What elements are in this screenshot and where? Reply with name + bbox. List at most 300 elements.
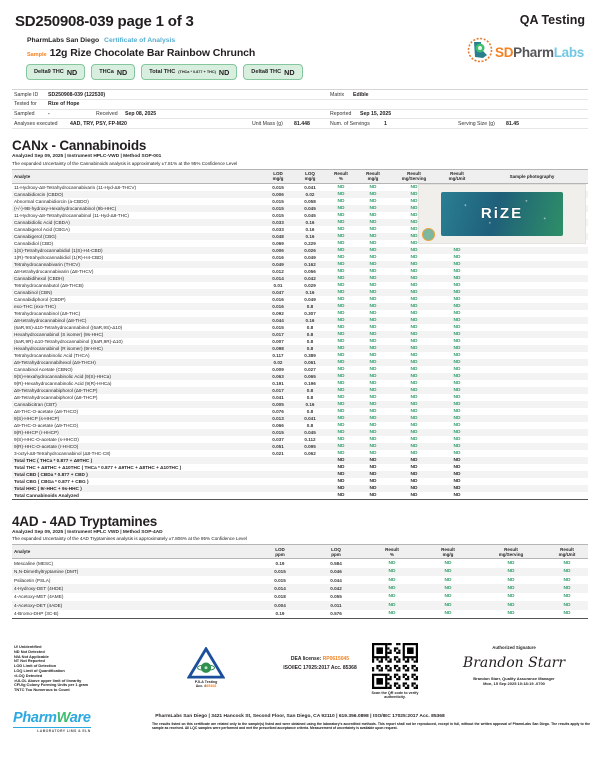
result-value: ND	[369, 226, 377, 232]
result-value: ND	[337, 240, 345, 246]
result-value: ND	[369, 219, 377, 225]
cannabinoids-uncertainty: The expanded Uncertainty of the Cannabinoids analysis is approximately ±7.81% at the 95% Confidence Level	[12, 160, 238, 166]
result-value: ND	[410, 352, 418, 358]
loq-value: 0.16	[305, 289, 315, 295]
result-value: ND	[410, 429, 418, 435]
result-value: ND	[337, 198, 345, 204]
result-value: ND	[369, 345, 377, 351]
loq-value: 0.026	[304, 247, 316, 253]
result-value: ND	[453, 296, 461, 302]
result-value: ND	[337, 415, 345, 421]
result-value: ND	[410, 478, 418, 484]
result-value: ND	[453, 254, 461, 260]
tryptamines-row-5	[12, 601, 588, 609]
sample-info-row-4	[12, 119, 588, 129]
loq-value: 0.044	[330, 577, 342, 583]
result-value: ND	[369, 275, 377, 281]
loq-value: 0.8	[306, 345, 314, 351]
serving-size-label: Serving Size (g)	[458, 120, 495, 127]
result-value: ND	[337, 331, 345, 337]
pjla-line1: PJLA	[194, 680, 204, 684]
loq-value: 0.062	[304, 450, 316, 456]
cannabinoids-section-title: CANx - Cannabinoids	[12, 138, 147, 154]
qr-verification	[364, 643, 426, 699]
loq-value: 0.061	[304, 359, 316, 365]
result-value: ND	[337, 457, 345, 463]
result-value: ND	[369, 436, 377, 442]
lod-value: 0.069	[272, 240, 284, 246]
analyte-name: exo-THC (exo-THC)	[14, 303, 56, 309]
cannabinoids-row-44	[12, 492, 588, 499]
result-value: ND	[369, 282, 377, 288]
result-value: ND	[369, 212, 377, 218]
tested-for-label: Tested for	[14, 101, 37, 108]
analyte-name: 1(R)-Tetrahydrocannabidiol (1(R)-H4-CBD)	[14, 254, 104, 260]
loq-value: 0.16	[305, 317, 315, 323]
result-value: ND	[337, 296, 345, 302]
result-value: ND	[337, 443, 345, 449]
result-value: ND	[410, 219, 418, 225]
footer	[0, 643, 600, 777]
analyte-name: (+/-)-9B-hydroxy-Hexahydrocannabinol (9b-HHC)	[14, 205, 117, 211]
thc-badge-3: Delta8 THC ND	[243, 64, 302, 80]
result-value: ND	[410, 401, 418, 407]
cannabinoids-table	[12, 169, 588, 500]
result-value: ND	[337, 275, 345, 281]
result-value: ND	[410, 289, 418, 295]
thc-badge-2: Total THC (THCa * 0.877 + THC) ND	[141, 64, 237, 80]
cannabinoids-row-41	[12, 471, 588, 478]
result-value: ND	[410, 387, 418, 393]
result-value: ND	[453, 408, 461, 414]
result-value: ND	[369, 191, 377, 197]
lod-value: 0.048	[272, 233, 284, 239]
lod-value: 0.051	[272, 443, 284, 449]
result-value: ND	[369, 471, 377, 477]
cannabinoids-row-10	[12, 254, 588, 261]
reported-label: Reported	[330, 111, 352, 118]
analyte-name: 9(R)-Hexahydrocannabinolic Acid (9(R)-HHCa)	[14, 380, 112, 386]
cannabinoids-row-28	[12, 380, 588, 387]
tryptamines-section-title: 4AD - 4AD Tryptamines	[12, 513, 158, 529]
lod-value: 0.005	[272, 401, 284, 407]
iso-accreditation-line: ISO/IEC 17025:2017 Acc. 85368	[283, 665, 357, 671]
result-value: ND	[410, 345, 418, 351]
result-value: ND	[337, 324, 345, 330]
cannabinoids-row-36	[12, 436, 588, 443]
cannabinoids-column-header-4: Result mg/g	[366, 171, 380, 182]
analyte-name: Δ9-Tetrahydrocannabiphorol (Δ9-THCP)	[14, 387, 98, 393]
result-value: ND	[369, 457, 377, 463]
loq-value: 0.045	[304, 205, 316, 211]
result-value: ND	[410, 366, 418, 372]
result-value: ND	[369, 401, 377, 407]
result-value: ND	[337, 380, 345, 386]
tested-for-value: Rize of Hope	[48, 101, 80, 108]
tryptamines-column-header-5: Result mg/Serving	[498, 546, 524, 557]
result-value: ND	[453, 345, 461, 351]
cannabinoids-row-39	[12, 457, 588, 464]
result-value: ND	[410, 240, 418, 246]
result-value: ND	[410, 184, 418, 190]
analyte-name: 11-Hydroxy-Δ8-Tetrahydrocannabivarin (11-Hyd-Δ8-THCV)	[14, 184, 137, 190]
loq-value: 0.8	[306, 303, 314, 309]
sample-info-row-3	[12, 110, 588, 120]
lod-value: 0.015	[272, 212, 284, 218]
analyte-name: Δ8-tetrahydrocannabivarin (Δ8-THCV)	[14, 268, 94, 274]
result-value: ND	[337, 261, 345, 267]
pharmware-wave-icon: W	[56, 710, 70, 726]
result-value: ND	[369, 387, 377, 393]
result-value: ND	[453, 247, 461, 253]
matrix-value: Edible	[353, 91, 369, 98]
analyte-name: Δ8-tetrahydrocannabinol (Δ8-THC)	[14, 317, 87, 323]
sample-id-value: SD250908-039 (122530)	[48, 91, 106, 98]
result-value: ND	[507, 594, 515, 600]
signature-date: Mon, 15 Sep 2025 10:18:19 -0700	[483, 680, 545, 686]
result-value: ND	[369, 247, 377, 253]
loq-value: 0.055	[330, 594, 342, 600]
result-value: ND	[410, 205, 418, 211]
sample-info-row-2	[12, 100, 588, 110]
dea-license-label: DEA license:	[290, 656, 322, 662]
analyte-name: Total THC + Δ8THC + Δ10THC ( THCa * 0.877 + Δ9THC + Δ8THC + Δ10THC )	[14, 464, 182, 470]
analyte-name: 9(R)-HHC-O-acetate (r-HHCO)	[14, 443, 79, 449]
result-value: ND	[388, 560, 396, 566]
legend-line: <LOQ Detected	[14, 672, 43, 678]
result-value: ND	[410, 296, 418, 302]
cannabinoids-row-37	[12, 443, 588, 450]
cannabinoids-row-31	[12, 401, 588, 408]
result-value: ND	[369, 289, 377, 295]
analyte-name: (6aR,9S)-Δ10-Tetrahydrocannabinol ((6aR,9S)-Δ10)	[14, 324, 123, 330]
analyte-name: Δ8-THC-O-acetate (Δ8-THCO)	[14, 408, 79, 414]
result-value: ND	[369, 254, 377, 260]
result-value: ND	[337, 373, 345, 379]
analyte-name: 9(R)-HHCP (r-HHCP)	[14, 429, 59, 435]
lod-value: 0.017	[272, 387, 284, 393]
cannabinoids-row-19	[12, 317, 588, 324]
result-value: ND	[410, 359, 418, 365]
lod-value: 0.015	[274, 577, 286, 583]
legend-line: NT Not Reported	[14, 658, 45, 664]
analyte-name: 11-Hydroxy-Δ8-Tetrahydrocannabinol (11-Hyd-Δ8-THC)	[14, 212, 129, 218]
analyte-name: Cannabicitran (CBT)	[14, 401, 57, 407]
loq-value: 0.045	[304, 429, 316, 435]
result-value: ND	[337, 464, 345, 470]
result-value: ND	[388, 594, 396, 600]
analyte-name: Total HHC ( 9r-HHC + 9s-HHC )	[14, 485, 82, 491]
result-value: ND	[369, 338, 377, 344]
loq-value: 0.8	[306, 408, 314, 414]
lod-value: 0.092	[272, 310, 284, 316]
result-value: ND	[388, 577, 396, 583]
result-value: ND	[369, 198, 377, 204]
result-value: ND	[453, 338, 461, 344]
tryptamines-table-header	[12, 544, 588, 559]
lod-value: 0.015	[272, 184, 284, 190]
serving-size-value: 81.45	[506, 120, 519, 127]
analyte-name: Total Cannabinoids Analyzed	[14, 492, 79, 498]
sampled-label: Sampled	[14, 111, 35, 118]
result-value: ND	[410, 303, 418, 309]
cannabinoids-column-header-0: Analyte	[14, 173, 31, 179]
result-value: ND	[337, 359, 345, 365]
result-value: ND	[453, 387, 461, 393]
tryptamines-table	[12, 544, 588, 619]
document-id: SD250908-039 page 1 of 3	[15, 13, 194, 30]
result-value: ND	[337, 436, 345, 442]
cannabinoids-row-18	[12, 310, 588, 317]
sample-info-row-1	[12, 90, 588, 100]
cannabinoids-row-38	[12, 450, 588, 457]
loq-value: 0.045	[304, 212, 316, 218]
cannabinoids-row-27	[12, 373, 588, 380]
cannabinoids-column-header-2: LOQ mg/g	[304, 171, 316, 182]
result-value: ND	[453, 366, 461, 372]
lod-value: 0.037	[272, 436, 284, 442]
cannabinoids-row-15	[12, 289, 588, 296]
result-value: ND	[337, 205, 345, 211]
result-value: ND	[410, 492, 418, 498]
result-value: ND	[453, 429, 461, 435]
sampled-value: -	[48, 111, 50, 118]
result-value: ND	[453, 450, 461, 456]
loq-value: 0.049	[304, 254, 316, 260]
pharmware-pharm: Pharm	[13, 710, 57, 726]
result-value: ND	[453, 485, 461, 491]
tryptamines-section-meta: Analyzed Sep 09, 2025 | Instrument HPLC VWD | Method SOP-4AD	[12, 529, 163, 535]
result-value: ND	[369, 324, 377, 330]
result-value: ND	[453, 275, 461, 281]
lod-value: 0.063	[272, 373, 284, 379]
tryptamines-uncertainty: The expanded Uncertainty of the 4AD Tryptamines analysis is approximately ±7.806% at the 95% Confidence Level	[12, 536, 247, 542]
result-value: ND	[453, 436, 461, 442]
loq-value: 0.8	[306, 331, 314, 337]
result-value: ND	[369, 366, 377, 372]
result-value: ND	[410, 338, 418, 344]
result-value: ND	[369, 184, 377, 190]
result-value: ND	[369, 317, 377, 323]
loq-value: 0.056	[304, 268, 316, 274]
result-value: ND	[337, 429, 345, 435]
analyte-name: Total CBG ( CBGa * 0.877 + CBG )	[14, 478, 89, 484]
sample-name: 12g Rize Chocolate Bar Rainbow Chrunch	[49, 47, 256, 59]
result-value: ND	[410, 408, 418, 414]
footer-legend	[14, 645, 88, 693]
lod-value: 0.015	[274, 569, 286, 575]
cannabinoids-table-header	[12, 169, 588, 184]
servings-value: 1	[384, 120, 387, 127]
result-value: ND	[453, 310, 461, 316]
result-value: ND	[410, 261, 418, 267]
result-value: ND	[453, 289, 461, 295]
tryptamines-column-header-3: Result %	[385, 546, 399, 557]
result-value: ND	[369, 268, 377, 274]
result-value: ND	[369, 408, 377, 414]
lod-value: 0.016	[272, 296, 284, 302]
loq-value: 0.011	[330, 602, 342, 608]
lod-value: 0.19	[275, 611, 285, 617]
tryptamines-column-header-2: LOQ ppm	[331, 546, 341, 557]
result-value: ND	[444, 602, 452, 608]
lab-emblem-icon	[467, 37, 493, 68]
result-value: ND	[369, 415, 377, 421]
lod-value: 0.015	[272, 429, 284, 435]
cannabinoids-row-17	[12, 303, 588, 310]
result-value: ND	[563, 586, 571, 592]
loq-value: 0.8	[306, 338, 314, 344]
result-value: ND	[410, 268, 418, 274]
cannabinoids-column-header-7: Sample photography	[509, 173, 555, 179]
analyte-name: Cannabigerol (CBG)	[14, 233, 57, 239]
lod-value: 0.015	[272, 324, 284, 330]
result-value: ND	[369, 373, 377, 379]
photo-sticker-icon	[422, 228, 435, 241]
result-value: ND	[410, 317, 418, 323]
result-value: ND	[369, 205, 377, 211]
analyte-name: Δ8-Tetrahydrocannabiphorol (Δ8-THCP)	[14, 394, 98, 400]
result-value: ND	[337, 282, 345, 288]
result-value: ND	[410, 212, 418, 218]
result-value: ND	[410, 443, 418, 449]
result-value: ND	[410, 373, 418, 379]
result-value: ND	[337, 191, 345, 197]
lab-logo-text	[495, 45, 584, 60]
lod-value: 0.044	[272, 317, 284, 323]
lod-value: 0.076	[272, 408, 284, 414]
result-value: ND	[369, 352, 377, 358]
result-value: ND	[337, 268, 345, 274]
result-value: ND	[337, 345, 345, 351]
result-value: ND	[507, 602, 515, 608]
cannabinoids-row-24	[12, 352, 588, 359]
result-value: ND	[369, 240, 377, 246]
result-value: ND	[410, 324, 418, 330]
loq-value: 0.576	[330, 611, 342, 617]
cannabinoids-row-35	[12, 429, 588, 436]
result-value: ND	[410, 436, 418, 442]
lod-value: 0.009	[272, 366, 284, 372]
loq-value: 0.02	[305, 191, 315, 197]
analyte-name: 4-Hydroxy-DET (4HDE)	[14, 586, 64, 592]
result-value: ND	[410, 380, 418, 386]
result-value: ND	[453, 415, 461, 421]
result-value: ND	[410, 275, 418, 281]
analyte-name: Abnormal Cannabidiorcin (a-CBDO)	[14, 198, 89, 204]
cannabinoids-row-22	[12, 338, 588, 345]
loq-value: 0.027	[304, 366, 316, 372]
analyte-name: 4-Bromo-DHP (3C-B)	[14, 611, 59, 617]
cannabinoids-row-9	[12, 247, 588, 254]
lod-value: 0.191	[272, 380, 284, 386]
result-value: ND	[369, 485, 377, 491]
result-value: ND	[369, 296, 377, 302]
matrix-label: Matrix	[330, 91, 345, 98]
lod-value: 0.014	[272, 275, 284, 281]
cannabinoids-row-21	[12, 331, 588, 338]
result-value: ND	[337, 450, 345, 456]
loq-value: 0.8	[306, 387, 314, 393]
loq-value: 0.16	[305, 401, 315, 407]
cannabinoids-row-25	[12, 359, 588, 366]
loq-value: 0.042	[330, 586, 342, 592]
result-value: ND	[410, 422, 418, 428]
loq-value: 0.162	[304, 261, 316, 267]
result-value: ND	[369, 478, 377, 484]
result-value: ND	[453, 282, 461, 288]
result-value: ND	[453, 380, 461, 386]
analyte-name: 1(S)-Tetrahydrocannabidiol (1(S)-H4-CBD)	[14, 247, 103, 253]
result-value: ND	[410, 254, 418, 260]
sample-info	[12, 89, 588, 129]
unit-mass-label: Unit Mass (g)	[252, 120, 283, 127]
analyte-name: 4-Acetoxy-MET (4AME)	[14, 594, 64, 600]
result-value: ND	[337, 422, 345, 428]
loq-value: 0.8	[306, 394, 314, 400]
lod-value: 0.017	[272, 331, 284, 337]
analyte-name: Cannabidiol (CBD)	[14, 240, 54, 246]
analyte-name: Total THC ( THCa * 0.877 + Δ9THC )	[14, 457, 93, 463]
lod-value: 0.066	[272, 422, 284, 428]
result-value: ND	[388, 611, 396, 617]
result-value: ND	[337, 219, 345, 225]
loq-value: 0.229	[304, 240, 316, 246]
cannabinoids-column-header-3: Result %	[334, 171, 348, 182]
tryptamines-row-6	[12, 610, 588, 618]
loq-value: 0.029	[304, 282, 316, 288]
reported-value: Sep 15, 2025	[360, 111, 392, 118]
dea-license-number: RP0615045	[322, 656, 350, 662]
cannabinoids-row-43	[12, 485, 588, 492]
analyte-name: Tetrahydrocannabinolic Acid (THCA)	[14, 352, 90, 358]
result-value: ND	[507, 560, 515, 566]
result-value: ND	[453, 317, 461, 323]
lod-value: 0.015	[272, 205, 284, 211]
loq-value: 0.307	[304, 310, 316, 316]
result-value: ND	[444, 611, 452, 617]
result-value: ND	[369, 303, 377, 309]
result-value: ND	[410, 450, 418, 456]
lod-value: 0.018	[274, 594, 286, 600]
lod-value: 0.016	[272, 303, 284, 309]
coa-label: Certificate of Analysis	[104, 37, 176, 44]
analyte-name: Tetrahydrocannabivarin (THCV)	[14, 261, 80, 267]
lod-value: 0.041	[272, 394, 284, 400]
analyte-name: (6aR,9R)-Δ10-Tetrahydrocannabinol ((6aR,9R)-Δ10)	[14, 338, 123, 344]
legal-disclaimer: The results listed on this certificate are related only to the sample(s) listed and were obtained using the laboratory's accredited methods. This report shall not be reproduced, except in full, without the written approval of PharmLabs San Diego. The results apply to the sample as received. All LQC samples were performed and met the prescribed acceptance criteria. Measurement of uncertainty is available upon request.	[152, 722, 590, 730]
legend-line: N/A Not Applicable	[14, 653, 49, 659]
result-value: ND	[410, 233, 418, 239]
logo-sd: SD	[495, 45, 514, 60]
signer-name-title: Brandon Starr, Quality Assurance Manager	[473, 676, 555, 681]
loq-value: 0.8	[306, 324, 314, 330]
cannabinoids-row-23	[12, 345, 588, 352]
cannabinoids-row-42	[12, 478, 588, 485]
lod-value: 0.014	[274, 586, 286, 592]
thc-badge-0: Delta9 THC ND	[26, 64, 85, 80]
result-value: ND	[453, 492, 461, 498]
received-value: Sep 08, 2025	[125, 111, 157, 118]
lod-value: 0.049	[272, 261, 284, 267]
result-value: ND	[507, 569, 515, 575]
loq-value: 0.049	[304, 296, 316, 302]
lod-value: 0.013	[272, 415, 284, 421]
result-value: ND	[453, 443, 461, 449]
analyte-name: 4-Acetoxy-DET (4ADE)	[14, 602, 63, 608]
result-value: ND	[337, 310, 345, 316]
result-value: ND	[337, 212, 345, 218]
